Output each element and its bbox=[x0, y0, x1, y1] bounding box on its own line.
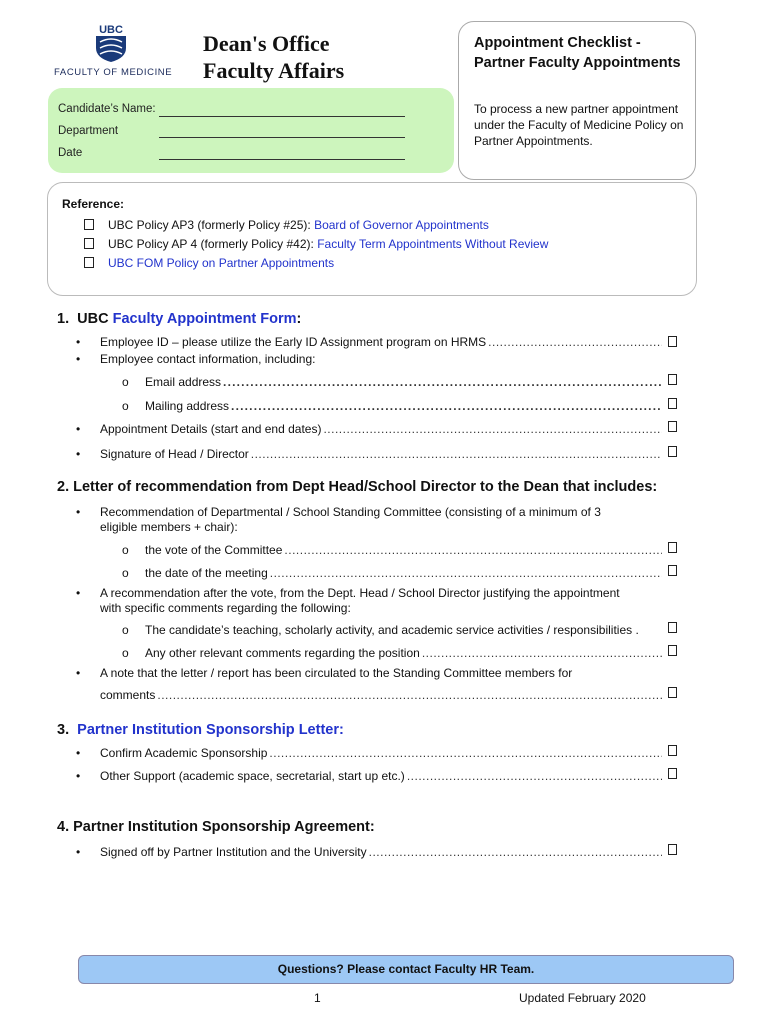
ubc-crest-logo bbox=[94, 22, 128, 62]
checkbox-meeting-date[interactable] bbox=[668, 565, 677, 576]
sponsorship-letter-link[interactable]: Partner Institution Sponsorship Letter: bbox=[77, 722, 344, 738]
checkbox-teaching-scholarly[interactable] bbox=[668, 622, 677, 633]
checklist-item: Any other relevant comments regarding the position ..... bbox=[145, 646, 662, 660]
checklist-item: Confirm Academic Sponsorship ..... bbox=[100, 746, 662, 760]
sub-bullet-icon: o bbox=[122, 623, 129, 637]
sub-bullet-icon: o bbox=[122, 543, 129, 557]
section-4-heading: 4. Partner Institution Sponsorship Agreement: bbox=[57, 819, 375, 835]
checklist-item-continued: eligible members + chair): bbox=[100, 520, 238, 534]
checkbox-signed-off[interactable] bbox=[668, 844, 677, 855]
faculty-of-medicine-logo-text: FACULTY OF MEDICINE bbox=[54, 67, 173, 78]
checkbox-letter-circulated[interactable] bbox=[668, 687, 677, 698]
checklist-item: Appointment Details (start and end dates) ..... bbox=[100, 422, 662, 436]
faculty-term-appointments-link[interactable]: Faculty Term Appointments Without Review bbox=[317, 237, 549, 251]
bullet-icon: • bbox=[76, 666, 81, 680]
checklist-item: Other Support (academic space, secretarial, start up etc.) ..... bbox=[100, 769, 662, 783]
updated-date: Updated February 2020 bbox=[519, 991, 646, 1005]
candidate-name-field[interactable] bbox=[159, 116, 405, 117]
checkbox-employee-id[interactable] bbox=[668, 336, 677, 347]
reference-item bbox=[84, 256, 334, 270]
bullet-icon: • bbox=[76, 505, 81, 519]
reference-item: UBC Policy AP3 (formerly Policy #25): Board of Governor Appointments bbox=[84, 218, 489, 232]
checklist-item: Employee ID – please utilize the Early ID Assignment program on HRMS ..... bbox=[100, 335, 662, 349]
checkbox-icon bbox=[84, 257, 94, 268]
section-3-heading: 3. Partner Institution Sponsorship Letter: bbox=[57, 722, 344, 738]
bullet-icon: • bbox=[76, 422, 81, 436]
checklist-item: Employee contact information, including: bbox=[100, 352, 316, 366]
candidate-name-label: Candidate’s Name: bbox=[58, 103, 156, 115]
checklist-item: the vote of the Committee ..... bbox=[145, 543, 662, 557]
bullet-icon: • bbox=[76, 586, 81, 600]
sub-bullet-icon: o bbox=[122, 375, 129, 389]
checkbox-academic-sponsorship[interactable] bbox=[668, 745, 677, 756]
bullet-icon: • bbox=[76, 447, 81, 461]
checkbox-signature[interactable] bbox=[668, 446, 677, 457]
checklist-item: Recommendation of Departmental / School Standing Committee (consisting of a minimum of 3 bbox=[100, 505, 601, 519]
checkbox-appointment-details[interactable] bbox=[668, 421, 677, 432]
checkbox-committee-vote[interactable] bbox=[668, 542, 677, 553]
sub-bullet-icon: o bbox=[122, 646, 129, 660]
checklist-item: The candidate’s teaching, scholarly activity, and academic service activities / responsibilities . bbox=[145, 623, 639, 637]
checklist-item: Mailing address ..... bbox=[145, 399, 662, 413]
checkbox-icon bbox=[84, 219, 94, 230]
board-of-governor-link[interactable]: Board of Governor Appointments bbox=[314, 218, 489, 232]
bullet-icon: • bbox=[76, 746, 81, 760]
bullet-icon: • bbox=[76, 352, 81, 366]
checklist-item: the date of the meeting ..... bbox=[145, 566, 662, 580]
checklist-item: A note that the letter / report has been circulated to the Standing Committee members for bbox=[100, 666, 573, 680]
svg-text:UBC: UBC bbox=[99, 24, 123, 36]
checkbox-email[interactable] bbox=[668, 374, 677, 385]
department-label: Department bbox=[58, 125, 119, 137]
page-number: 1 bbox=[314, 991, 321, 1005]
checkbox-other-comments[interactable] bbox=[668, 645, 677, 656]
title-line-2: Faculty Affairs bbox=[203, 58, 345, 83]
fom-partner-policy-link[interactable]: UBC FOM Policy on Partner Appointments bbox=[108, 256, 335, 270]
checklist-title: Appointment Checklist - Partner Faculty Appointments bbox=[474, 35, 681, 71]
reference-title: Reference: bbox=[62, 197, 125, 211]
checkbox-mailing-address[interactable] bbox=[668, 398, 677, 409]
title-line-1: Dean's Office bbox=[203, 31, 330, 56]
checklist-item: Signature of Head / Director ..... bbox=[100, 447, 662, 461]
bullet-icon: • bbox=[76, 769, 81, 783]
reference-item: UBC Policy AP 4 (formerly Policy #42): Faculty Term Appointments Without Review bbox=[84, 237, 548, 251]
checklist-description: To process a new partner appointment under the Faculty of Medicine Policy on Partner Appointments. bbox=[474, 102, 684, 148]
faculty-appointment-form-link[interactable]: Faculty Appointment Form bbox=[112, 311, 297, 327]
footer-contact-text: Questions? Please contact Faculty HR Team. bbox=[277, 962, 535, 976]
checkbox-icon bbox=[84, 238, 94, 249]
checklist-item: Email address ..... bbox=[145, 375, 662, 389]
department-field[interactable] bbox=[159, 137, 405, 138]
checkbox-other-support[interactable] bbox=[668, 768, 677, 779]
page-title bbox=[203, 30, 344, 84]
sub-bullet-icon: o bbox=[122, 399, 129, 413]
bullet-icon: • bbox=[76, 335, 81, 349]
date-label: Date bbox=[58, 147, 83, 159]
sub-bullet-icon: o bbox=[122, 566, 129, 580]
checklist-item: Signed off by Partner Institution and the University ..... bbox=[100, 845, 662, 859]
bullet-icon: • bbox=[76, 845, 81, 859]
section-1-heading: 1. UBC Faculty Appointment Form: bbox=[57, 311, 302, 327]
date-field[interactable] bbox=[159, 159, 405, 160]
checklist-item-continued: comments ..... bbox=[100, 688, 662, 702]
checklist-item-continued: with specific comments regarding the following: bbox=[100, 601, 351, 615]
checklist-item: A recommendation after the vote, from the Dept. Head / School Director justifying the appointment bbox=[100, 586, 620, 600]
section-2-heading: 2. Letter of recommendation from Dept Head/School Director to the Dean that includes: bbox=[57, 479, 658, 495]
